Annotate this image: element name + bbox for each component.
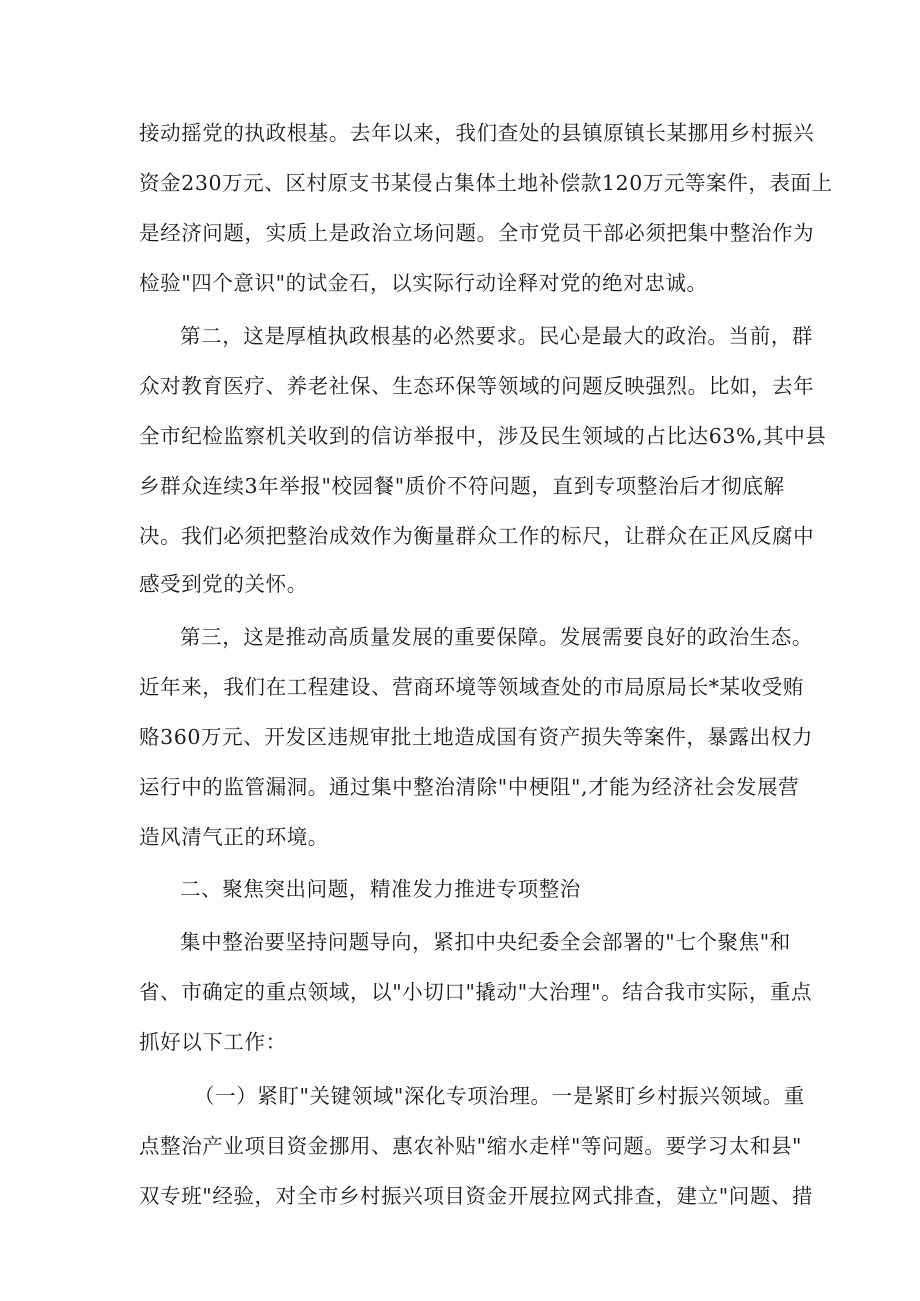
paragraph-line: 感受到党的关怀。 (139, 572, 308, 596)
paragraph-line: 双专班"经验，对全市乡村振兴项目资金开展拉网式排查，建立"问题、措 (139, 1184, 814, 1208)
paragraph-line: 集中整治要坚持问题导向，紧扣中央纪委全会部署的"七个聚焦"和 (180, 930, 791, 954)
paragraph-line: 资金230万元、区村原支书某侵占集体土地补偿款120万元等案件，表面上 (139, 171, 833, 195)
paragraph-line: 近年来，我们在工程建设、营商环境等领域查处的市局原局长*某收受贿 (139, 675, 804, 699)
paragraph-line: 抓好以下工作： (139, 1030, 287, 1054)
paragraph-line: 决。我们必须把整治成效作为衡量群众工作的标尺，让群众在正风反腐中 (139, 524, 815, 548)
paragraph-line: 全市纪检监察机关收到的信访举报中，涉及民生领域的占比达63%,其中县 (139, 424, 827, 448)
paragraph-line: 第二，这是厚植执政根基的必然要求。民心是最大的政治。当前，群 (180, 324, 813, 348)
paragraph-line: 乡群众连续3年举报"校园餐"质价不符问题，直到专项整治后才彻底解 (139, 474, 785, 498)
paragraph-line: 众对教育医疗、养老社保、生态环保等领域的问题反映强烈。比如，去年 (139, 374, 815, 398)
paragraph-line: 接动摇党的执政根基。去年以来，我们查处的县镇原镇长某挪用乡村振兴 (139, 121, 815, 145)
paragraph-line: 检验"四个意识"的试金石，以实际行动诠释对党的绝对忠诚。 (139, 271, 708, 295)
section-heading: 二、聚焦突出问题，精准发力推进专项整治 (180, 877, 581, 901)
paragraph-line: 第三，这是推动高质量发展的重要保障。发展需要良好的政治生态。 (180, 625, 813, 649)
paragraph-line: 造风清气正的环境。 (139, 825, 329, 849)
paragraph-line: 运行中的监管漏洞。通过集中整治清除"中梗阻",才能为经济社会发展营 (139, 775, 800, 799)
paragraph-line: 是经济问题，实质上是政治立场问题。全市党员干部必须把集中整治作为 (139, 221, 815, 245)
paragraph-line: 点整治产业项目资金挪用、惠农补贴"缩水走样"等问题。要学习太和县" (139, 1134, 803, 1158)
paragraph-line: 省、市确定的重点领域，以"小切口"撬动"大治理"。结合我市实际，重点 (139, 980, 813, 1004)
subsection-line: （一）紧盯"关键领域"深化专项治理。一是紧盯乡村振兴领域。重 (194, 1084, 805, 1108)
paragraph-line: 赂360万元、开发区违规审批土地造成国有资产损失等案件，暴露出权力 (139, 725, 813, 749)
